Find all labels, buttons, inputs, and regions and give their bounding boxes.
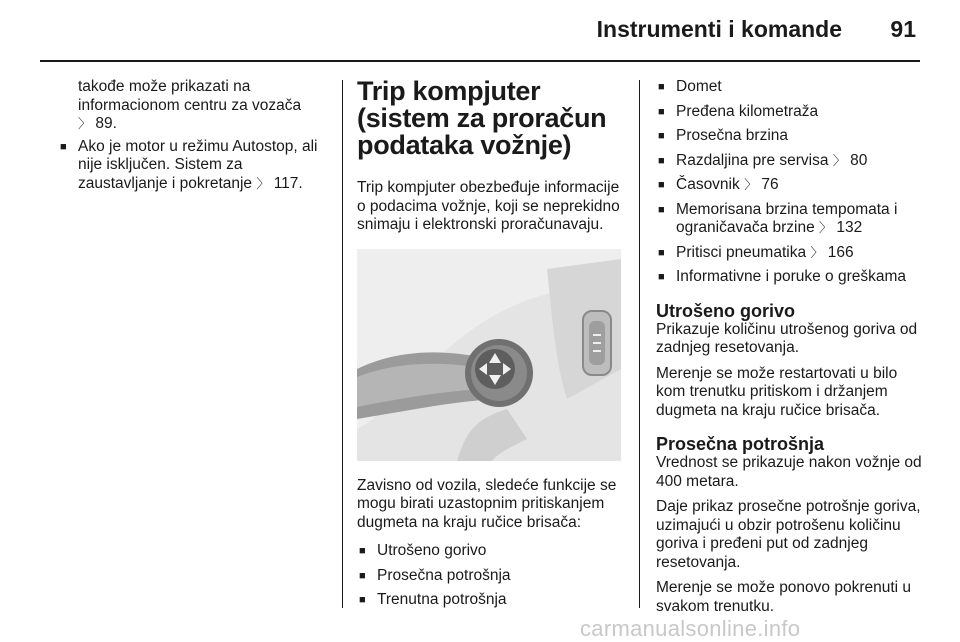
page-ref-icon: 〉 [832,152,846,168]
column-divider-left [342,80,343,608]
list-item: ■ Pritisci pneumatika 〉 166 [656,244,928,263]
wiper-lever-illustration [357,249,621,461]
column-3 [656,78,928,623]
page-ref-link[interactable]: 89. [95,115,117,132]
list-item: ■ Trenutna potrošnja [357,591,627,610]
subsection-heading: Utrošeno gorivo [656,300,796,321]
list-item: ■ Informativne i poruke o greškama [656,268,928,287]
page-number: 91 [890,16,916,42]
list-item: ■ Prosečna potrošnja [357,567,627,586]
list-item: ■ Razdaljina pre servisa 〉 80 [656,152,928,171]
page-header [0,0,960,60]
column-2 [357,78,627,616]
page-ref-link[interactable]: 166 [827,243,854,261]
list-item: ■ Pređena kilometraža [656,103,928,122]
column-1 [58,78,330,199]
list-item: ■ Časovnik 〉 76 [656,176,928,195]
page-ref-icon: 〉 [78,116,92,131]
paragraph: Merenje se može restartovati u bilo kom trenutku pritiskom i držanjem dugmeta na kraju ručice brisača. [656,364,898,419]
subsection-heading: Prosečna potrošnja [656,434,825,454]
paragraph: Daje prikaz prosečne potrošnje goriva, uzimajući u obzir potrošenu količinu goriva i pređeni put od zadnjeg resetovanja. [656,498,921,571]
wiper-lever-figure [357,249,621,461]
paragraph: Merenje se može ponovo pokrenuti u svakom trenutku. [656,579,912,615]
paragraph: Prikazuje količinu utrošenog goriva od zadnjeg resetovanja. [656,320,918,356]
page-ref-link[interactable]: 80 [850,151,868,169]
list-item: ■ Ako je motor u režimu Autostop, ali nije isključen. Sistem za zaustavljanje i pokretanje 〉 117. [58,138,330,194]
page-ref-icon: 〉 [819,220,833,235]
page-ref-icon: 〉 [744,177,758,192]
column-divider-right [639,80,640,608]
page-ref-link[interactable]: 76 [761,176,779,193]
list-item: ■ Prosečna brzina [656,127,928,146]
list-item: ■ Memorisana brzina tempomata i ograničavača brzine 〉 132 [656,201,928,238]
chapter-title: Instrumenti i komande [596,16,842,42]
page-ref-link[interactable]: 117. [273,174,303,192]
page-ref-icon: 〉 [256,175,270,191]
intro-paragraph: Trip kompjuter obezbeđuje informacije o podacima vožnje, koji se neprekidno snimaju i elektronski proračunavaju. [357,179,620,233]
continued-text: takođe može prikazati na informacionom centru za vozača 〉 89. [78,78,302,132]
functions-paragraph: Zavisno od vozila, sledeće funkcije se mogu birati uzastopnim pritiskanjem dugmeta na kraju ručice brisača: [357,476,617,531]
list-item: ■ Domet [656,78,928,97]
list-item: ■ Utrošeno gorivo [357,542,627,561]
page-ref-link[interactable]: 132 [836,219,863,236]
section-heading: Trip kompjuter (sistem za proračun podataka vožnje) [357,76,607,160]
header-rule [40,60,920,62]
paragraph: Vrednost se prikazuje nakon vožnje od 400 metara. [656,454,922,490]
page-ref-icon: 〉 [810,244,824,260]
watermark: carmanualsonline.info [580,616,801,641]
